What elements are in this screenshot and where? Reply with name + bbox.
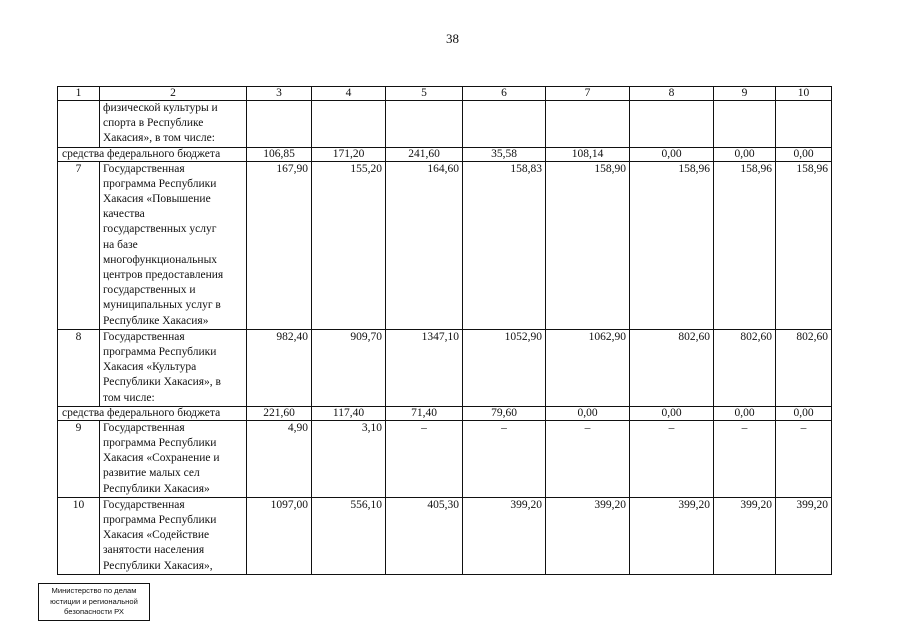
- value-cell: 399,20: [776, 497, 832, 574]
- description-line: Хакасия «Культура: [103, 361, 197, 374]
- value-cell: 167,90: [247, 161, 312, 329]
- description-line: Государственная: [103, 330, 185, 343]
- value-cell: 221,60: [247, 406, 312, 420]
- description-line: Республики Хакасия»,: [103, 559, 213, 572]
- column-header: 9: [714, 87, 776, 101]
- value-cell: [546, 101, 630, 148]
- value-cell: 158,96: [776, 161, 832, 329]
- column-header: 8: [630, 87, 714, 101]
- program-row: [58, 101, 832, 148]
- description-line: физической культуры и: [103, 102, 218, 114]
- row-index: 8: [58, 329, 100, 406]
- value-cell: 4,90: [247, 420, 312, 497]
- value-cell: [630, 101, 714, 148]
- program-row: [58, 420, 832, 497]
- description-line: центров предоставления: [103, 269, 224, 282]
- column-header: 1: [58, 87, 100, 101]
- description-line: развитие малых сел: [103, 467, 200, 480]
- value-cell: 171,20: [312, 147, 386, 161]
- value-cell: 0,00: [776, 406, 832, 420]
- value-cell: –: [386, 420, 463, 497]
- description-line: Государственная: [103, 498, 185, 511]
- description-line: занятости населения: [103, 544, 205, 557]
- description-line: программа Республики: [103, 346, 217, 359]
- value-cell: [312, 101, 386, 148]
- description-line: государственных и: [103, 284, 196, 297]
- description-line: спорта в Республике: [103, 117, 204, 130]
- value-cell: 1097,00: [247, 497, 312, 574]
- value-cell: –: [630, 420, 714, 497]
- value-cell: [714, 101, 776, 148]
- description-line: Республики Хакасия»: [103, 482, 210, 495]
- value-cell: 1052,90: [463, 329, 546, 406]
- value-cell: 35,58: [463, 147, 546, 161]
- column-header: 5: [386, 87, 463, 101]
- value-cell: 802,60: [630, 329, 714, 406]
- value-cell: 158,83: [463, 161, 546, 329]
- value-cell: 0,00: [630, 406, 714, 420]
- column-header: 6: [463, 87, 546, 101]
- program-description: [100, 329, 247, 406]
- description-line: программа Республики: [103, 514, 217, 527]
- page-number: 38: [446, 31, 459, 46]
- value-cell: 556,10: [312, 497, 386, 574]
- program-row: [58, 329, 832, 406]
- description-line: Хакасия», в том числе:: [103, 132, 215, 145]
- value-cell: –: [463, 420, 546, 497]
- subtotal-row: [58, 147, 832, 161]
- value-cell: 71,40: [386, 406, 463, 420]
- value-cell: –: [714, 420, 776, 497]
- program-row: [58, 497, 832, 574]
- description-line: Государственная: [103, 162, 185, 175]
- value-cell: 909,70: [312, 329, 386, 406]
- value-cell: 106,85: [247, 147, 312, 161]
- value-cell: 164,60: [386, 161, 463, 329]
- value-cell: [247, 101, 312, 148]
- description-line: Государственная: [103, 421, 185, 434]
- value-cell: 0,00: [714, 406, 776, 420]
- column-header: 7: [546, 87, 630, 101]
- value-cell: 399,20: [630, 497, 714, 574]
- subtotal-row: [58, 406, 832, 420]
- program-description: [100, 161, 247, 329]
- value-cell: 802,60: [714, 329, 776, 406]
- program-description: [100, 101, 247, 148]
- column-header: 2: [100, 87, 247, 101]
- description-line: программа Республики: [103, 177, 217, 190]
- value-cell: 158,96: [714, 161, 776, 329]
- program-description: [100, 420, 247, 497]
- value-cell: 0,00: [776, 147, 832, 161]
- description-line: Республике Хакасия»: [103, 314, 209, 327]
- description-line: муниципальных услуг в: [103, 299, 221, 312]
- description-line: на базе: [103, 238, 138, 251]
- description-line: многофункциональных: [103, 253, 218, 266]
- value-cell: 399,20: [546, 497, 630, 574]
- value-cell: 117,40: [312, 406, 386, 420]
- stamp-line: Министерство по делам: [51, 586, 137, 595]
- value-cell: –: [776, 420, 832, 497]
- column-header: 3: [247, 87, 312, 101]
- program-description: [100, 497, 247, 574]
- budget-table: [57, 86, 832, 575]
- header-row: [58, 87, 832, 101]
- value-cell: [386, 101, 463, 148]
- value-cell: 158,96: [630, 161, 714, 329]
- description-line: программа Республики: [103, 437, 217, 450]
- value-cell: 158,90: [546, 161, 630, 329]
- value-cell: –: [546, 420, 630, 497]
- value-cell: 79,60: [463, 406, 546, 420]
- stamp-line: безопасности РХ: [64, 607, 124, 616]
- column-header: 4: [312, 87, 386, 101]
- row-index: [58, 101, 100, 148]
- description-line: Республики Хакасия», в: [103, 376, 221, 389]
- value-cell: 982,40: [247, 329, 312, 406]
- value-cell: 155,20: [312, 161, 386, 329]
- description-line: Хакасия «Повышение: [103, 193, 211, 206]
- value-cell: [463, 101, 546, 148]
- column-header: 10: [776, 87, 832, 101]
- registration-stamp: [38, 583, 150, 621]
- value-cell: 399,20: [463, 497, 546, 574]
- row-index: 10: [58, 497, 100, 574]
- description-line: качества: [103, 208, 145, 221]
- value-cell: 802,60: [776, 329, 832, 406]
- subtotal-label: средства федерального бюджета: [58, 147, 247, 161]
- value-cell: 0,00: [714, 147, 776, 161]
- value-cell: 399,20: [714, 497, 776, 574]
- row-index: 7: [58, 161, 100, 329]
- description-line: том числе:: [103, 391, 155, 404]
- description-line: Хакасия «Сохранение и: [103, 452, 220, 465]
- row-index: 9: [58, 420, 100, 497]
- description-line: государственных услуг: [103, 223, 217, 236]
- value-cell: 1347,10: [386, 329, 463, 406]
- value-cell: 0,00: [546, 406, 630, 420]
- value-cell: [776, 101, 832, 148]
- value-cell: 1062,90: [546, 329, 630, 406]
- stamp-line: юстиции и региональной: [50, 596, 138, 606]
- value-cell: 405,30: [386, 497, 463, 574]
- subtotal-label: средства федерального бюджета: [58, 406, 247, 420]
- value-cell: 3,10: [312, 420, 386, 497]
- value-cell: 108,14: [546, 147, 630, 161]
- value-cell: 241,60: [386, 147, 463, 161]
- value-cell: 0,00: [630, 147, 714, 161]
- description-line: Хакасия «Содействие: [103, 529, 210, 542]
- program-row: [58, 161, 832, 329]
